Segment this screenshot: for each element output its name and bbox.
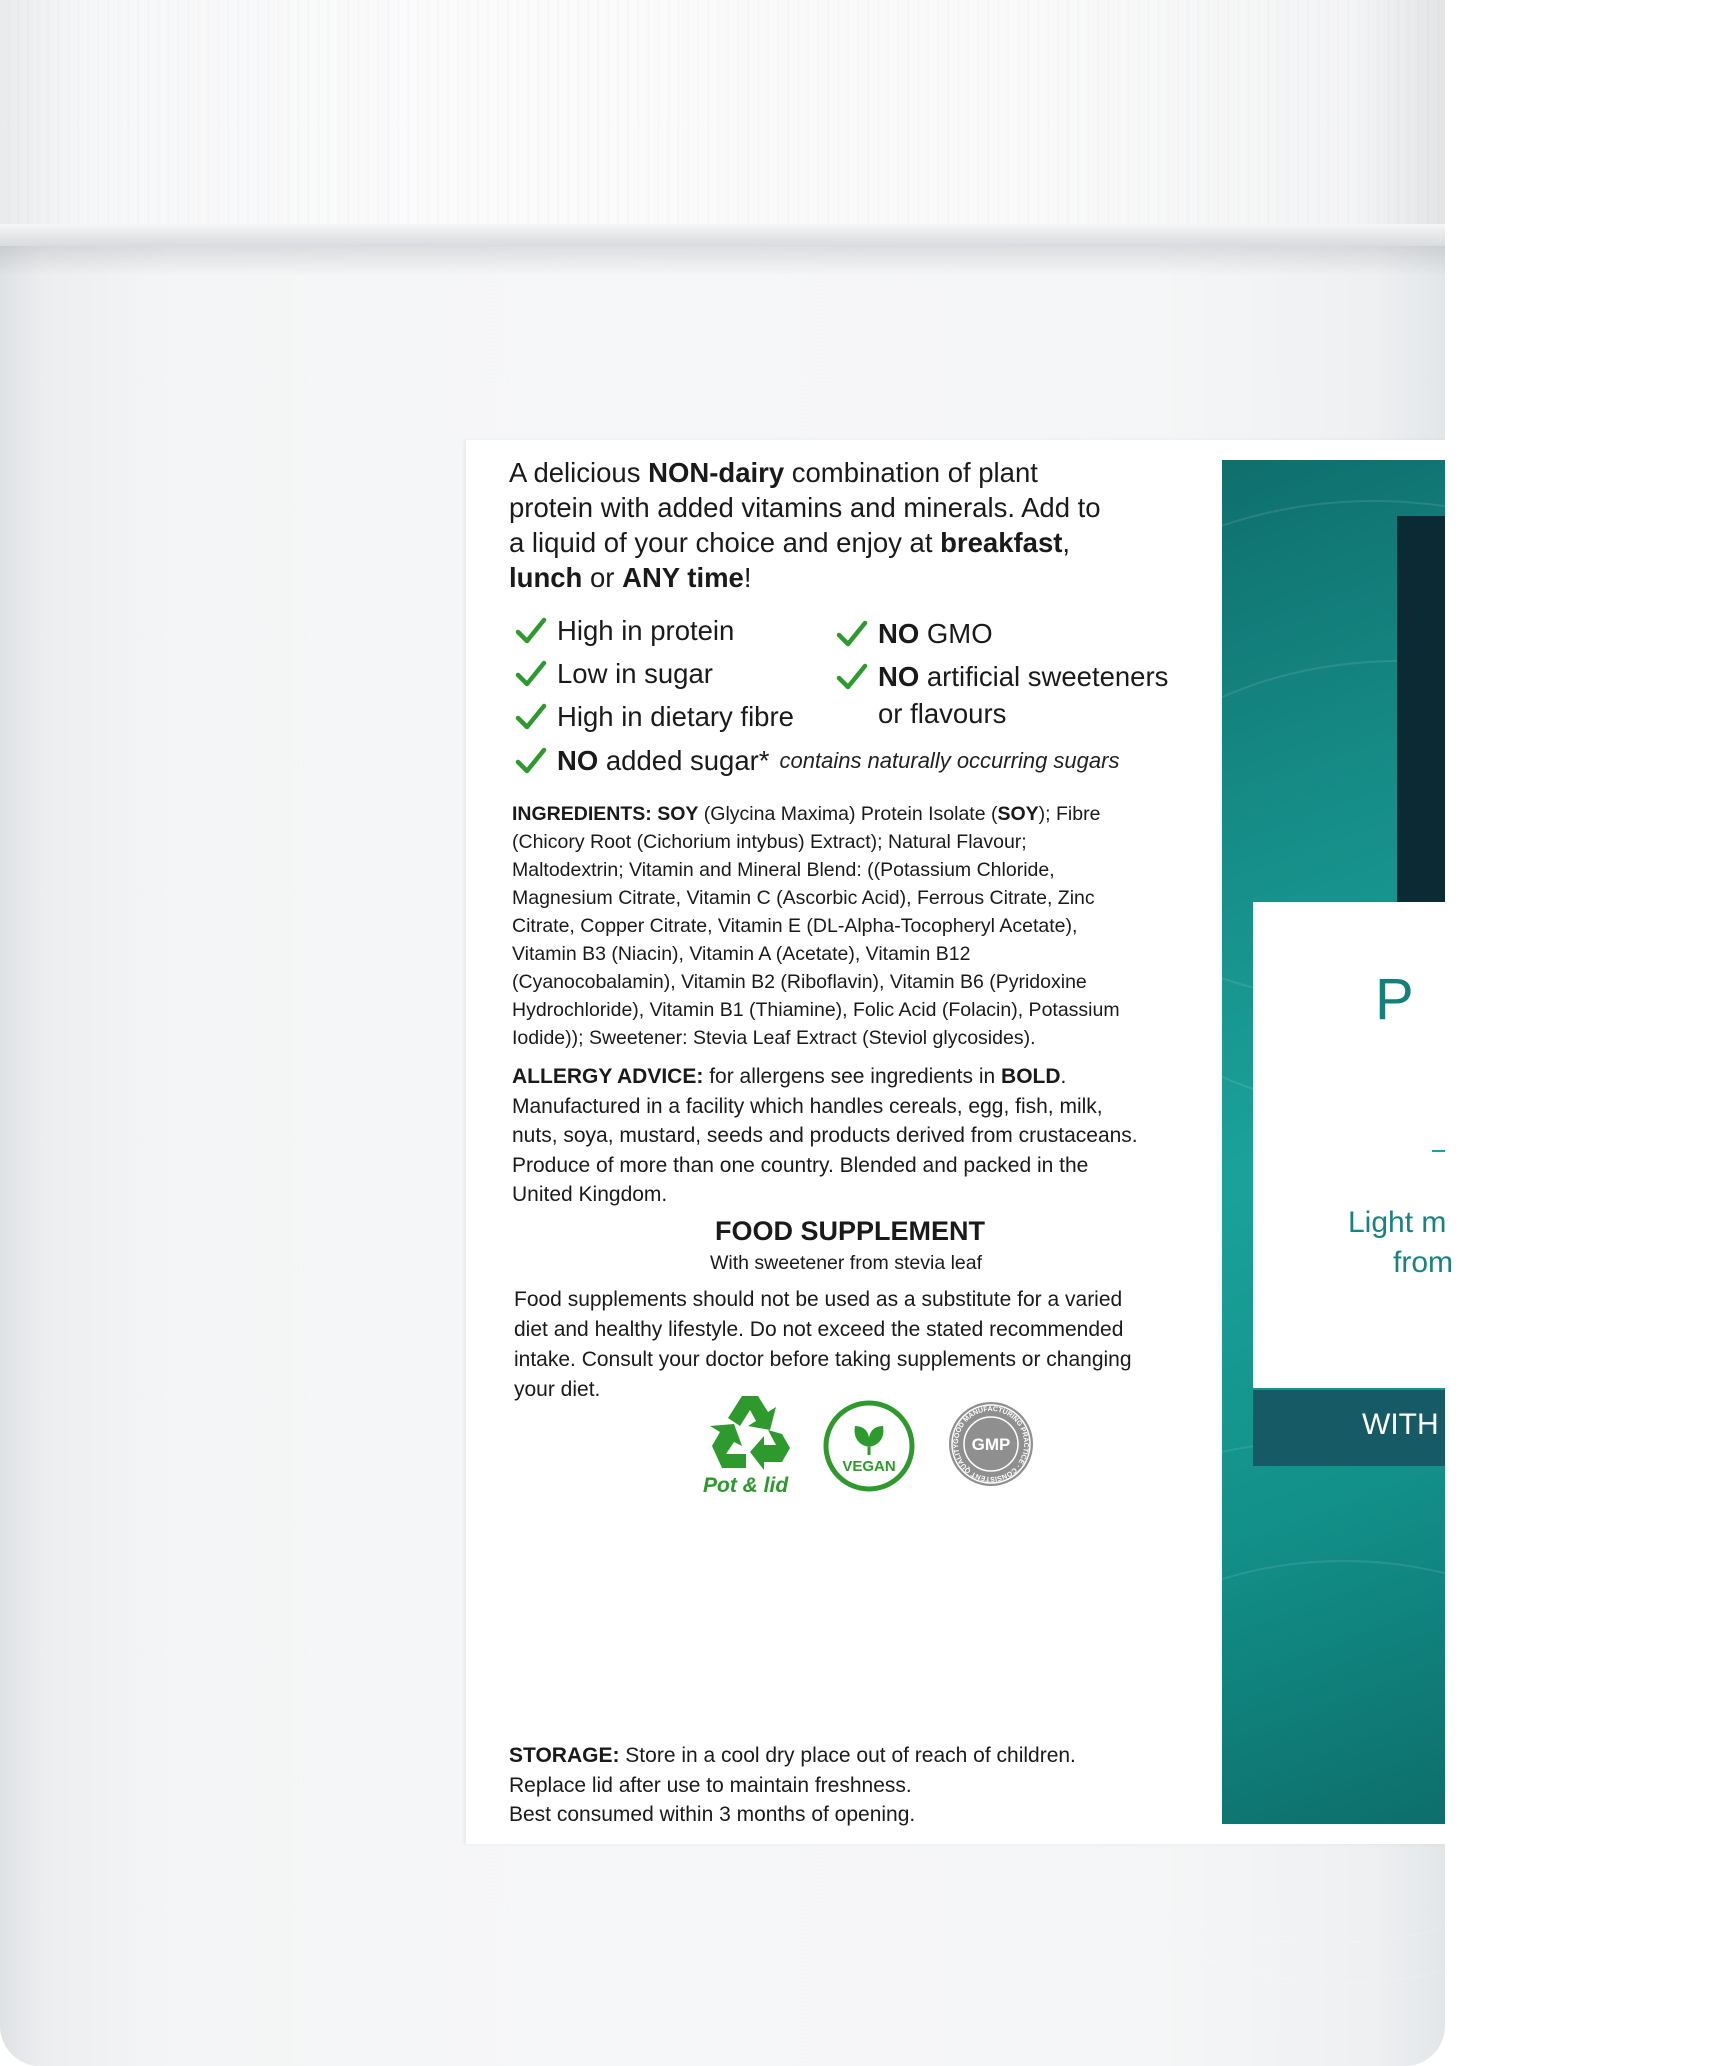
intro-bold: ANY time <box>622 562 744 593</box>
wave-decoration <box>1042 1560 1646 1984</box>
lid-lip <box>0 224 1445 246</box>
recycle-caption: Pot & lid <box>703 1474 789 1497</box>
allergy-text: . <box>1060 1065 1067 1088</box>
claim-text <box>878 618 993 650</box>
intro-text: or <box>582 562 623 593</box>
front-title-letter: P <box>1375 967 1414 1032</box>
warning-line: diet and healthy lifestyle. Do not exceed the stated recommended <box>514 1318 1124 1341</box>
allergy-line <box>512 1062 1138 1092</box>
claim-text: High in protein <box>557 615 735 646</box>
intro-line-2: protein with added vitamins and minerals. Add to <box>509 492 1101 523</box>
storage-block <box>509 1741 1076 1830</box>
intro-text: A delicious <box>509 457 649 488</box>
intro-text: , <box>1062 527 1071 558</box>
claim-text: Low in sugar <box>557 658 713 689</box>
intro-paragraph <box>509 455 1101 595</box>
claim-bold: NO <box>557 745 599 776</box>
claim-no-artificial-line2: or flavours <box>878 698 1007 729</box>
claim-bold: NO <box>878 661 920 692</box>
claim-text-rest: GMO <box>919 618 993 649</box>
warning-line: intake. Consult your doctor before taking supplements or changing <box>514 1348 1132 1371</box>
storage-line: Replace lid after use to maintain freshness. <box>509 1773 912 1797</box>
front-band-text: WITH <box>1362 1408 1439 1441</box>
allergy-bold: BOLD <box>1001 1065 1061 1088</box>
claim-bold: NO <box>878 618 920 649</box>
claim-high-fibre <box>515 701 794 733</box>
vegan-badge <box>822 1399 916 1493</box>
claim-text-rest: artificial sweeteners <box>919 661 1169 692</box>
check-icon <box>515 658 547 690</box>
allergen-bold: SOY <box>997 803 1039 825</box>
front-divider <box>1432 1150 1445 1152</box>
ingredients-line: (Cyanocobalamin), Vitamin B2 (Riboflavin), Vitamin B6 (Pyridoxine <box>512 971 1087 993</box>
claim-no-added-sugar <box>515 745 1119 777</box>
check-icon <box>515 615 547 647</box>
claim-note: contains naturally occurring sugars <box>779 748 1120 773</box>
ingredients-line: Vitamin B3 (Niacin), Vitamin A (Acetate), Vitamin B12 <box>512 943 971 965</box>
allergy-text: for allergens see ingredients in <box>703 1065 1002 1088</box>
vegan-badge-text: VEGAN <box>842 1458 896 1475</box>
check-icon <box>515 701 547 733</box>
claim-high-protein <box>515 615 734 647</box>
warning-line: Food supplements should not be used as a substitute for a varied <box>514 1288 1123 1311</box>
allergy-block <box>512 1062 1138 1210</box>
intro-text: combination of plant <box>784 457 1038 488</box>
claim-low-sugar <box>515 658 713 690</box>
ingredients-line: (Chicory Root (Cichorium intybus) Extract); Natural Flavour; <box>512 831 1027 853</box>
storage-label: STORAGE: <box>509 1744 620 1767</box>
allergen-bold: SOY <box>657 803 699 825</box>
lid-ribs <box>0 0 1445 240</box>
front-subtitle-line2: from <box>1393 1246 1453 1279</box>
food-supplement-subtitle: With sweetener from stevia leaf <box>710 1252 983 1274</box>
ingredients-label: INGREDIENTS: <box>512 803 652 825</box>
intro-line-1 <box>509 455 1101 490</box>
allergy-line: United Kingdom. <box>512 1183 668 1206</box>
ingredients-text: ); Fibre <box>1038 803 1101 825</box>
jar-lid <box>0 0 1445 245</box>
storage-text: Store in a cool dry place out of reach of children. <box>619 1744 1076 1767</box>
claim-text <box>557 745 770 777</box>
check-icon <box>515 745 547 777</box>
intro-bold: breakfast <box>940 527 1063 558</box>
gmp-badge-ring-text: GOOD MANUFACTURING PRACTICE · CONSISTENT QUALITY <box>952 1405 1030 1483</box>
claim-text: High in dietary fibre <box>557 701 794 732</box>
ingredients-line: Citrate, Copper Citrate, Vitamin E (DL-Alpha-Tocopheryl Acetate), <box>512 915 1078 937</box>
ingredients-line: Maltodextrin; Vitamin and Mineral Blend: ((Potassium Chloride, <box>512 859 1055 881</box>
intro-line-4 <box>509 560 1101 595</box>
ingredients-line: Magnesium Citrate, Vitamin C (Ascorbic Acid), Ferrous Citrate, Zinc <box>512 887 1095 909</box>
claim-no-gmo <box>836 618 993 650</box>
ingredients-line <box>512 800 1120 828</box>
claim-text <box>878 661 1168 693</box>
gmp-badge <box>946 1399 1036 1489</box>
storage-line <box>509 1741 1076 1771</box>
allergy-line: nuts, soya, mustard, seeds and products derived from crustaceans. <box>512 1124 1138 1147</box>
intro-bold: lunch <box>509 562 583 593</box>
intro-text: ! <box>743 562 752 593</box>
allergy-line: Produce of more than one country. Blended and packed in the <box>512 1153 1089 1177</box>
front-dark-box <box>1397 516 1445 968</box>
allergy-label: ALLERGY ADVICE: <box>512 1065 704 1088</box>
claim-no-artificial <box>836 661 1168 693</box>
warning-block <box>514 1285 1132 1405</box>
ingredients-line: Hydrochloride), Vitamin B1 (Thiamine), Folic Acid (Folacin), Potassium <box>512 999 1120 1021</box>
ingredients-line: Iodide)); Sweetener: Stevia Leaf Extract (Steviol glycosides). <box>512 1027 1036 1049</box>
ingredients-block <box>512 800 1120 1052</box>
claim-text-rest: added sugar* <box>598 745 770 776</box>
ingredients-text: (Glycina Maxima) Protein Isolate ( <box>698 803 998 825</box>
gmp-badge-text: GMP <box>971 1435 1011 1454</box>
allergy-line: Manufactured in a facility which handles cereals, egg, fish, milk, <box>512 1094 1103 1118</box>
intro-line-3 <box>509 525 1101 560</box>
intro-bold: NON-dairy <box>648 457 785 488</box>
recycle-icon <box>704 1390 796 1476</box>
food-supplement-title: FOOD SUPPLEMENT <box>715 1216 986 1246</box>
front-subtitle-line1: Light m <box>1348 1206 1447 1239</box>
check-icon <box>836 661 868 693</box>
check-icon <box>836 618 868 650</box>
warning-line: your diet. <box>514 1378 601 1401</box>
storage-line: Best consumed within 3 months of opening. <box>509 1803 916 1826</box>
jar-shadow <box>0 246 1445 276</box>
front-white-card <box>1253 902 1445 1388</box>
intro-text: a liquid of your choice and enjoy at <box>509 527 941 558</box>
